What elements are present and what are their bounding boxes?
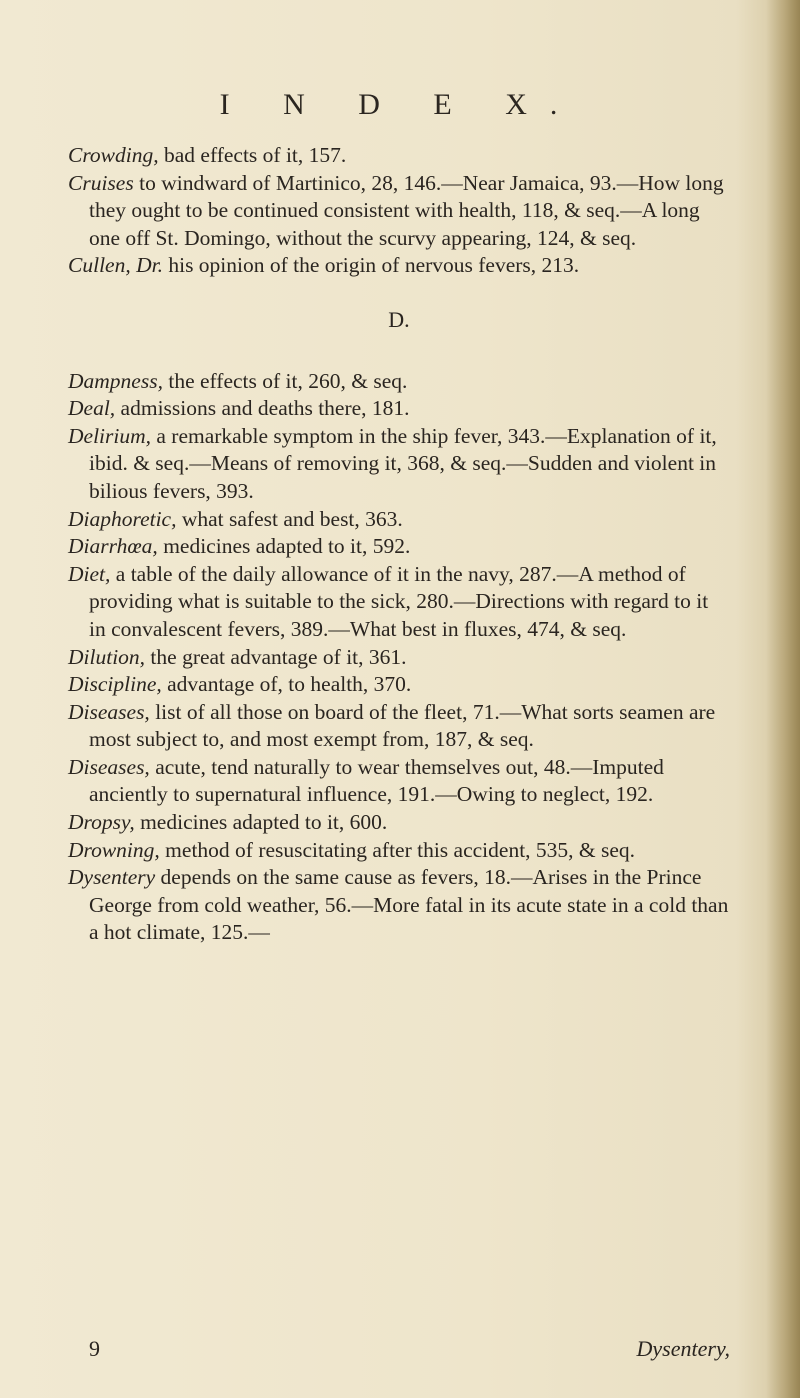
index-term: Discipline,: [68, 672, 162, 697]
index-entry: [68, 671, 730, 699]
index-text: admissions and deaths there, 181.: [115, 396, 410, 421]
index-entry: [68, 837, 730, 865]
index-text: method of resuscitating after this accident, 535, & seq.: [159, 837, 636, 862]
index-term: Dampness,: [68, 368, 163, 393]
index-term: Diet,: [68, 561, 111, 586]
page-footer: [68, 1336, 730, 1366]
index-text: his opinion of the origin of nervous fevers, 213.: [162, 253, 580, 278]
index-entry: [68, 864, 730, 947]
index-term: Deal,: [68, 396, 116, 421]
index-entry: [68, 809, 730, 837]
index-section-c: [68, 142, 730, 280]
page-header: I N D E X.: [219, 88, 581, 121]
index-text: medicines adapted to it, 592.: [157, 534, 411, 559]
index-entry: [68, 561, 730, 644]
index-entry: [68, 170, 730, 253]
index-text: depends on the same cause as fevers, 18.—Arises in the Prince George from cold weather, 56.—More fatal in its acute state in a cold than a hot climate, 125.—: [89, 865, 729, 945]
index-text: to windward of Martinico, 28, 146.—Near Jamaica, 93.—How long they ought to be continued consistent with health, 118, & seq.—A long one off St. Domingo, without the scurvy appearing, 124, & seq.: [89, 170, 724, 250]
index-entry: [68, 423, 730, 506]
signature-mark: 9: [89, 1336, 100, 1361]
index-entry: [68, 142, 730, 170]
index-text: advantage of, to health, 370.: [161, 672, 412, 697]
index-term: Cruises: [68, 170, 134, 195]
index-text: medicines adapted to it, 600.: [134, 810, 388, 835]
index-term: Cullen, Dr.: [68, 253, 163, 278]
index-entry: [68, 252, 730, 280]
index-entry: [68, 644, 730, 672]
index-entry: [68, 368, 730, 396]
index-term: Crowding,: [68, 143, 159, 167]
index-entry: [68, 533, 730, 561]
index-entry: [68, 699, 730, 754]
index-term: Drowning,: [68, 837, 160, 862]
index-text: a table of the daily allowance of it in the navy, 287.—A method of providing what is suitable to the sick, 280.—Directions with regard to it in convalescent fevers, 389.—What best in fluxes, 474, & seq.: [89, 561, 709, 641]
index-text: the effects of it, 260, & seq.: [162, 368, 408, 393]
index-term: Dysentery: [68, 865, 156, 890]
page-edge-shadow: [766, 0, 800, 1398]
index-term: Diseases,: [68, 754, 150, 779]
index-text: the great advantage of it, 361.: [145, 644, 407, 669]
index-term: Dropsy,: [68, 810, 135, 835]
index-section-d: [68, 368, 730, 947]
index-term: Diarrhœa,: [68, 534, 158, 559]
index-term: Delirium,: [68, 423, 152, 448]
index-content: [68, 142, 730, 947]
index-text: acute, tend naturally to wear themselves out, 48.—Imputed anciently to supernatural influence, 191.—Owing to neglect, 192.: [89, 754, 664, 807]
index-term: Diaphoretic,: [68, 506, 177, 531]
index-entry: [68, 395, 730, 423]
index-text: a remarkable symptom in the ship fever, 343.—Explanation of it, ibid. & seq.—Means of removing it, 368, & seq.—Sudden and violent in bilious fevers, 393.: [89, 423, 717, 503]
index-text: bad effects of it, 157.: [158, 143, 347, 167]
index-text: list of all those on board of the fleet, 71.—What sorts seamen are most subject to, and most exempt from, 187, & seq.: [89, 699, 716, 752]
index-term: Diseases,: [68, 699, 150, 724]
catchword: Dysentery,: [636, 1336, 730, 1361]
index-text: what safest and best, 363.: [176, 506, 403, 531]
index-term: Dilution,: [68, 644, 146, 669]
section-letter-d: D.: [388, 306, 410, 332]
index-entry: [68, 754, 730, 809]
index-entry: [68, 506, 730, 534]
